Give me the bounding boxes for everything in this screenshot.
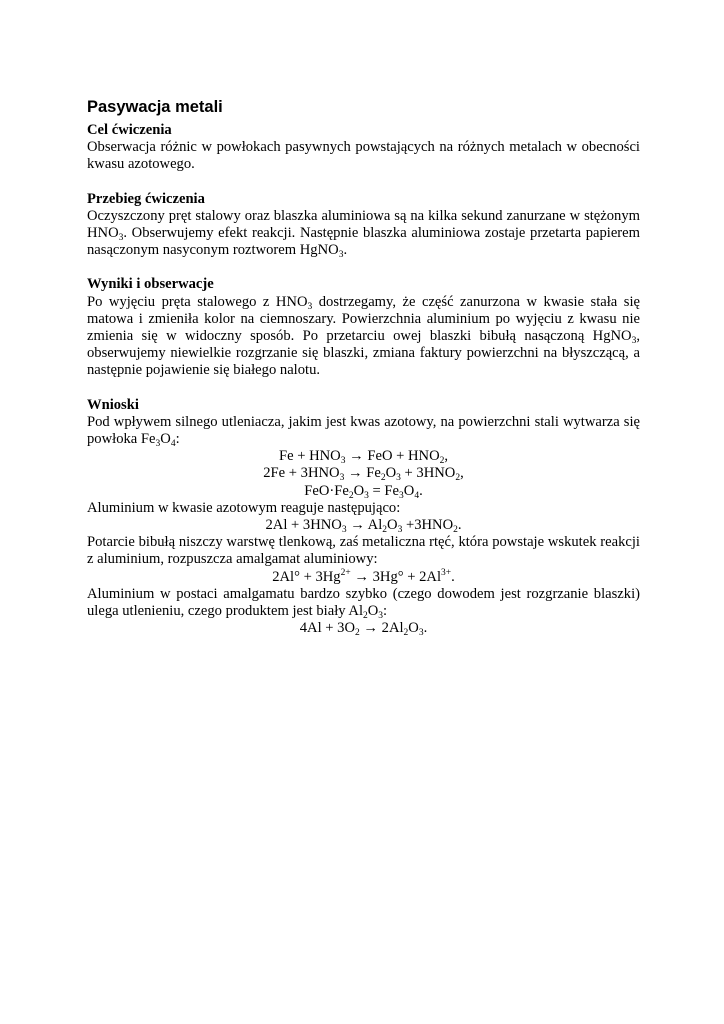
- formula-hgno3: HgNO$_3$: [299, 242, 344, 261]
- wnioski-text-1: [87, 414, 640, 448]
- section-text-przebieg: [87, 208, 640, 260]
- przebieg-text-part-2: . Obserwujemy efekt reakcji. Następnie blaszka aluminiowa zostaje przetarta papierem nasączonym nasyconym roztworem: [87, 225, 640, 259]
- equation-2al-3hno3: $2Al + 3HNO_3 \to Al_2O_3 +3HNO_2$.: [265, 517, 462, 536]
- wnioski-text-1-body: Pod wpływem silnego utleniacza, jakim jest kwas azotowy, na powierzchni stali wytwarza się powłoka: [87, 413, 640, 448]
- section-heading-cel: Cel ćwiczenia: [87, 122, 172, 138]
- section-text-wyniki: [87, 294, 640, 380]
- wnioski-text-1-end: :: [175, 431, 180, 448]
- wyniki-text-part-2: dostrzegamy, że część zanurzona w kwasie stała się matowa i zmieniła kolor na ciemnoszary. Powierzchnia aluminium po wyjęciu z kwasu nie zmienia się w widoczny sposób. Po przetarciu owej blaszki bibułą nasączoną: [87, 293, 640, 345]
- formula-hno3: $HNO_3$: [275, 293, 313, 312]
- przebieg-text-part-1: Oczyszczony pręt stalowy oraz blaszka aluminiowa są na kilka sekund zanurzane w stężonym: [87, 207, 640, 224]
- equation-fe-hno3: $Fe + HNO_3$ → FeO + $HNO_2$,: [278, 448, 449, 467]
- przebieg-text-part-3: .: [343, 242, 348, 259]
- formula-hgno3: HgNO$_3$: [592, 328, 637, 347]
- wnioski-text-3: Potarcie bibułą niszczy warstwę tlenkową, zaś metaliczna rtęć, która powstaje wskutek reakcji z aluminium, rozpuszcza amalgamat aluminiowy:: [87, 534, 640, 568]
- equation-4al-3o2: $4Al + 3O_2 \to 2Al_2O_3$.: [299, 620, 428, 639]
- wnioski-text-2: Aluminium w kwasie azotowym reaguje następująco:: [87, 499, 401, 516]
- wnioski-text-4: [87, 586, 640, 620]
- document-page: [87, 97, 640, 637]
- section-heading-wyniki: Wyniki i obserwacje: [87, 276, 214, 293]
- wnioski-text-4-end: :: [383, 603, 388, 620]
- document-title: Pasywacja metali: [87, 98, 223, 116]
- section-spacer: [87, 259, 640, 276]
- section-heading-wnioski: Wnioski: [87, 396, 139, 413]
- wnioski-text-4-body: Aluminium w postaci amalgamatu bardzo szybko (czego dowodem jest rozgrzanie blaszki) ulega utlenieniu, czego produktem jest biały: [87, 585, 640, 620]
- section-spacer: [87, 380, 640, 397]
- equation-al-hg: $2Al^\circ + 3Hg^{2+} \to 3Hg^\circ + 2Al^{3+}$.: [272, 567, 455, 585]
- section-spacer: [87, 174, 640, 191]
- section-text-cel: Obserwacja różnic w powłokach pasywnych powstających na różnych metalach w obecności kwasu azotowego.: [87, 139, 640, 173]
- equation-2fe-3hno3: $2Fe + 3HNO_3 \to Fe_2O_3 + 3HNO_2$,: [263, 465, 464, 484]
- formula-fe3o4: $Fe_3O_4$: [140, 431, 176, 450]
- formula-al2o3: $Al_2O_3$: [348, 603, 384, 622]
- equation-feo-fe2o3: $FeO\cdot Fe_2O_3 = Fe_3O_4$.: [304, 482, 423, 501]
- section-heading-przebieg: Przebieg ćwiczenia: [87, 190, 205, 207]
- wyniki-text-part-3: , obserwujemy niewielkie rozgrzanie się blaszki, zmiana faktury powierzchni na błyszczącą, a następnie pojawienie się białego nalotu.: [87, 328, 640, 379]
- wyniki-text-part-1: Po wyjęciu pręta stalowego z: [87, 293, 276, 310]
- formula-hno3: $HNO_3$: [87, 225, 124, 244]
